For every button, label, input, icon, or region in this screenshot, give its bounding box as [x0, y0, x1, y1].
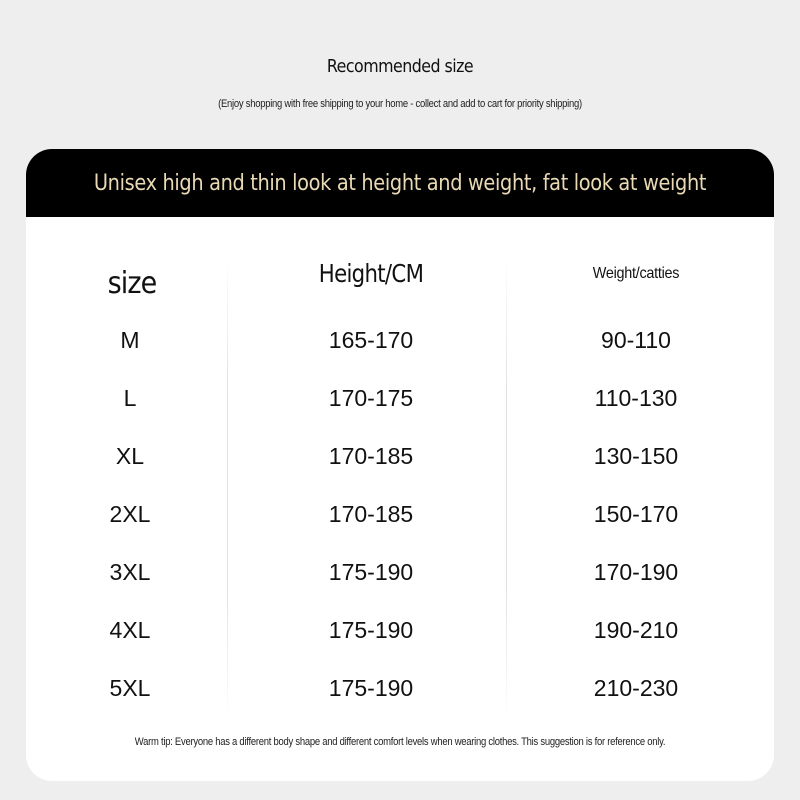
warm-tip: Warm tip: Everyone has a different body shape and different comfort levels when wearing clothes. This suggestion is for reference only.: [134, 736, 666, 748]
size-cell: 5XL: [109, 675, 151, 701]
weight-cell: 210-230: [593, 675, 679, 701]
table-row: [26, 551, 774, 609]
size-chart-card: [26, 149, 774, 781]
table-row: [26, 609, 774, 667]
weight-cell: 130-150: [593, 443, 679, 469]
height-cell: 165-170: [328, 327, 414, 353]
weight-cell: 150-170: [593, 501, 679, 527]
header-weight: Weight/catties: [592, 265, 680, 282]
table-row: [26, 377, 774, 435]
size-table: [26, 319, 774, 725]
size-cell: M: [120, 327, 140, 353]
size-cell: XL: [115, 443, 145, 469]
banner-text: Unisex high and thin look at height and weight, fat look at weight: [93, 171, 707, 196]
page-title: Recommended size: [326, 56, 474, 77]
banner: [26, 149, 774, 217]
table-row: [26, 435, 774, 493]
header-height: Height/CM: [318, 259, 424, 288]
size-cell: 2XL: [109, 501, 151, 527]
size-cell: 4XL: [109, 617, 151, 643]
height-cell: 175-190: [328, 675, 414, 701]
header-size: size: [107, 266, 157, 301]
table-row: [26, 319, 774, 377]
weight-cell: 170-190: [593, 559, 679, 585]
height-cell: 175-190: [328, 559, 414, 585]
weight-cell: 110-130: [594, 385, 678, 411]
weight-cell: 90-110: [601, 327, 671, 353]
weight-cell: 190-210: [593, 617, 679, 643]
page-subtitle: (Enjoy shopping with free shipping to your home - collect and add to cart for priority shipping): [218, 98, 582, 110]
size-cell: L: [123, 385, 137, 411]
size-cell: 3XL: [109, 559, 151, 585]
height-cell: 170-175: [328, 385, 414, 411]
table-row: [26, 667, 774, 725]
height-cell: 175-190: [328, 617, 414, 643]
height-cell: 170-185: [328, 501, 414, 527]
table-row: [26, 493, 774, 551]
height-cell: 170-185: [328, 443, 414, 469]
